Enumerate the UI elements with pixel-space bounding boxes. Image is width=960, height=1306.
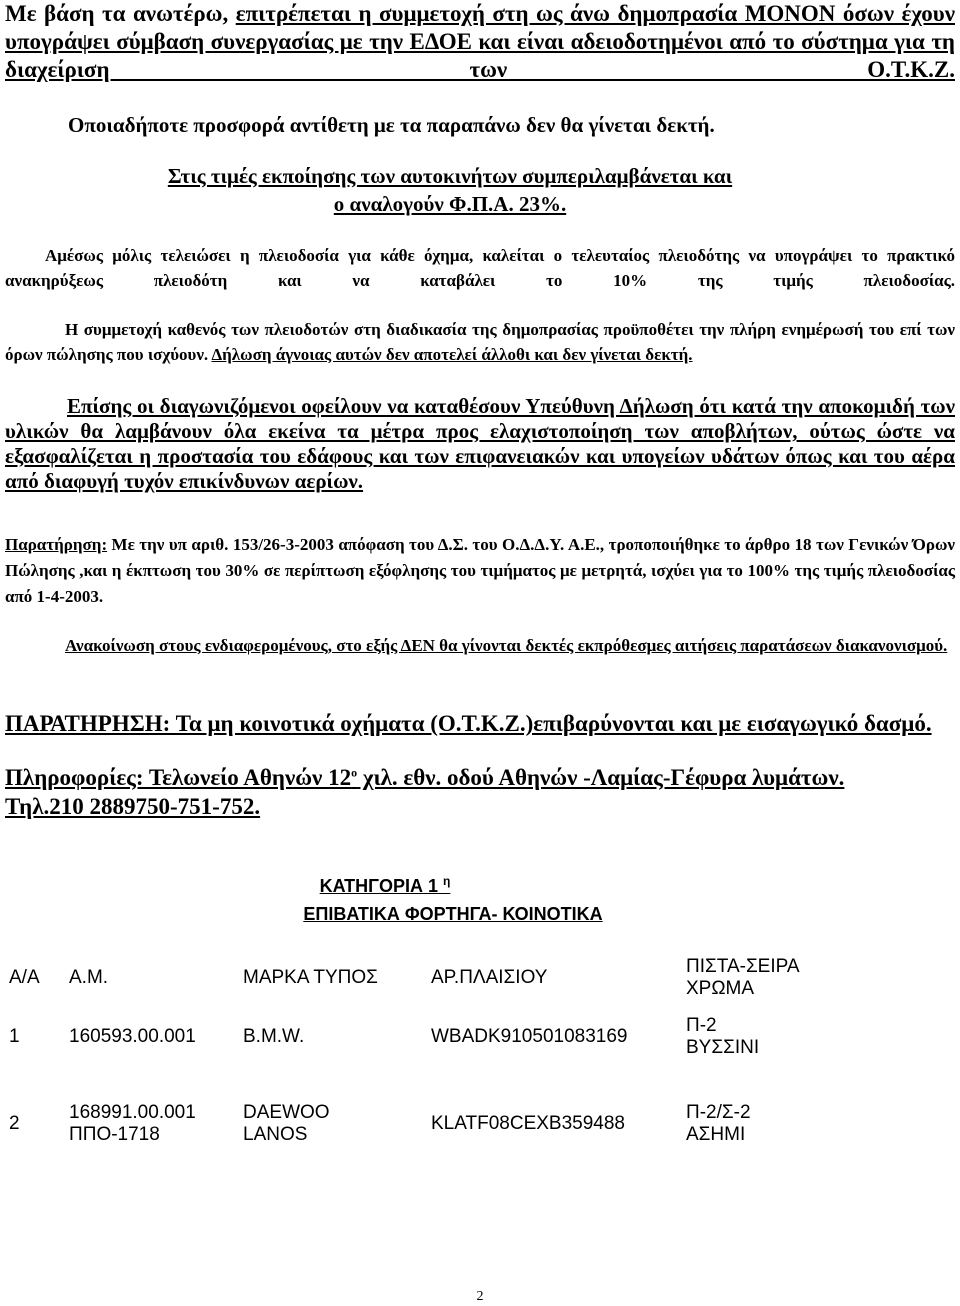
category-title-sup: η — [443, 874, 451, 888]
header-plate-color — [682, 950, 838, 1006]
row-am — [65, 1006, 239, 1068]
information-address-sup: ο — [351, 765, 358, 780]
row-am-line2: ΠΠΟ-1718 — [69, 1124, 160, 1145]
header-plate: ΠΙΣΤΑ-ΣΕΙΡΑ — [686, 956, 800, 977]
information-address — [5, 763, 955, 792]
offer-rejection-note: Οποιαδήποτε προσφορά αντίθετη με τα παραπάνω δεν θα γίνεται δεκτή. — [68, 113, 715, 137]
participation-condition: επιτρέπεται η συμμετοχή στη ως άνω δημοπρασία ΜΟΝΟΝ όσων έχουν υπογράψει σύμβαση συνεργασίας με την ΕΔΟΕ και είναι αδειοδοτημένοι από το σύστημα για τη διαχείριση των Ο.Τ.Κ.Ζ. — [5, 1, 955, 82]
row-color: ΑΣΗΜΙ — [686, 1124, 746, 1145]
row-plate: Π-2 — [686, 1015, 717, 1036]
information-phone: Τηλ.210 2889750-751-752. — [5, 794, 261, 819]
terms-awareness-text: Η συμμετοχή καθενός των πλειοδοτών στη διαδικασία της δημοπρασίας προϋποθέτει την πλήρη ενημέρωσή του επί των όρων πώλησης που ισχύουν. — [5, 320, 955, 364]
row-brand — [239, 1068, 427, 1180]
header-brand: ΜΑΡΚΑ ΤΥΠΟΣ — [243, 967, 378, 988]
table-row — [5, 1068, 838, 1180]
information-address-start: Πληροφορίες: Τελωνείο Αθηνών 12 — [5, 765, 352, 790]
row-aa: 2 — [9, 1113, 20, 1134]
environmental-declaration-paragraph: Επίσης οι διαγωνιζόμενοι οφείλουν να καταθέσουν Υπεύθυνη Δήλωση ότι κατά την αποκομιδή των υλικών θα λαμβάνουν όλα εκείνα τα μέτρα προς ελαχιστοποίηση των αποβλήτων, ούτως ώστε να εξασφαλίζεται η προστασία του εδάφους και των επιφανειακών και υπογείων υδάτων όπως και του αέρα από διαφυγή τυχόν επικίνδυνων αερίων. — [5, 394, 955, 493]
vat-note — [0, 162, 900, 218]
row-brand-line1: DAEWOO — [243, 1102, 330, 1123]
ignorance-not-excuse: Δήλωση άγνοιας αυτών δεν αποτελεί άλλοθι και δεν γίνεται δεκτή. — [211, 345, 693, 364]
row-brand — [239, 1006, 427, 1068]
row-am-line1: 168991.00.001 — [69, 1102, 196, 1123]
row-am-line1: 160593.00.001 — [69, 1026, 196, 1047]
row-chassis: KLATF08CEXB359488 — [431, 1113, 625, 1134]
header-chassis: ΑΡ.ΠΛΑΙΣΙΟΥ — [431, 967, 548, 988]
row-plate: Π-2/Σ-2 — [686, 1102, 751, 1123]
table-row — [5, 1006, 838, 1068]
auction-completion-paragraph: Αμέσως μόλις τελειώσει η πλειοδοσία για κάθε όχημα, καλείται ο τελευταίος πλειοδότης να υπογράψει το πρακτικό ανακηρύξεως πλειοδότη και να καταβάλει το 10% της τιμής πλειοδοσίας. — [5, 246, 955, 290]
row-plate-color — [682, 1006, 838, 1068]
row-chassis: WBADK910501083169 — [431, 1026, 628, 1047]
category-title-text: ΚΑΤΗΓΟΡΙΑ 1 — [319, 876, 438, 896]
participation-prefix: Με βάση τα ανωτέρω, — [5, 1, 236, 26]
information-address-end: χιλ. εθν. οδού Αθηνών -Λαμίας-Γέφυρα λυμάτων. — [357, 765, 845, 790]
remark-paragraph — [5, 532, 955, 610]
row-brand-line1: B.M.W. — [243, 1026, 305, 1047]
table-header-row — [5, 950, 838, 1006]
row-aa: 1 — [9, 1026, 20, 1047]
vehicles-table — [5, 950, 838, 1180]
header-am: Α.Μ. — [69, 967, 109, 988]
vat-note-line2: ο αναλογούν Φ.Π.Α. 23%. — [333, 192, 567, 216]
remark-label: Παρατήρηση: — [5, 535, 108, 554]
row-plate-color — [682, 1068, 838, 1180]
page-number: 2 — [476, 1289, 484, 1304]
participation-paragraph — [5, 0, 955, 84]
terms-awareness-paragraph — [5, 317, 955, 367]
vat-note-line1: Στις τιμές εκποίησης των αυτοκινήτων συμπεριλαμβάνεται και — [167, 164, 733, 188]
category-title — [0, 876, 770, 897]
row-color: ΒΥΣΣΙΝΙ — [686, 1037, 760, 1058]
header-aa: Α/Α — [9, 967, 40, 988]
information-block — [5, 763, 955, 821]
category-subtitle: ΕΠΙΒΑΤΙΚΑ ΦΟΡΤΗΓΑ- ΚΟΙΝΟΤΙΚΑ — [303, 904, 603, 924]
header-color: ΧΡΩΜΑ — [686, 978, 755, 999]
late-requests-announcement: Ανακοίνωση στους ενδιαφερομένους, στο εξής ΔΕΝ θα γίνονται δεκτές εκπρόθεσμες αιτήσεις παρατάσεων διακανονισμού. — [65, 636, 948, 655]
row-brand-line2: LANOS — [243, 1124, 308, 1145]
non-eu-vehicles-note: ΠΑΡΑΤΗΡΗΣΗ: Τα μη κοινοτικά οχήματα (Ο.Τ.Κ.Ζ.)επιβαρύνονται και με εισαγωγικό δασμό. — [5, 711, 932, 736]
remark-text: Με την υπ αριθ. 153/26-3-2003 απόφαση του Δ.Σ. του Ο.Δ.Δ.Υ. Α.Ε., τροποποιήθηκε το άρθρο 18 των Γενικών Όρων Πώλησης ,και η έκπτωση του 30% σε περίπτωση εξόφλησης του τιμήματος με μετρητά, ισχύει για το 100% της τιμής πλειοδοσίας από 1-4-2003. — [5, 535, 955, 606]
row-am — [65, 1068, 239, 1180]
